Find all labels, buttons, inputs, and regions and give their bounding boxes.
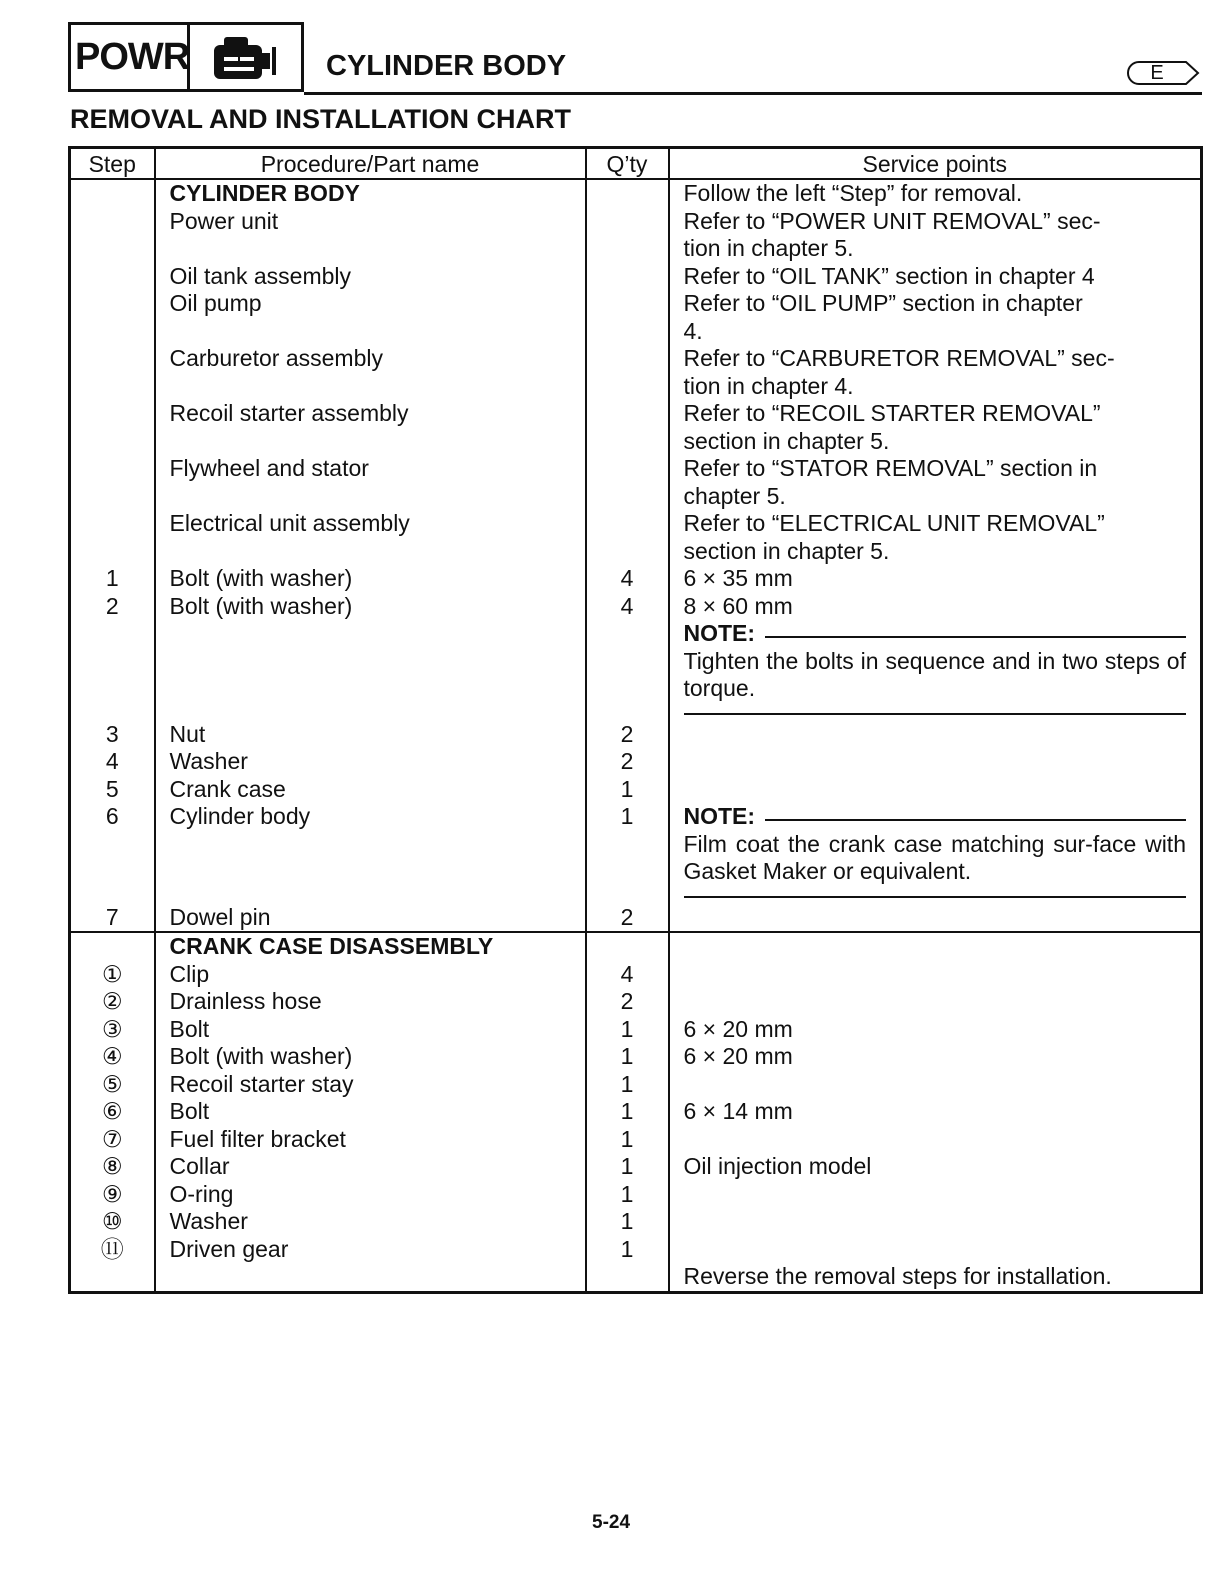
step-number: 5 — [70, 776, 155, 804]
service-cell — [669, 1208, 1202, 1236]
part-name — [155, 620, 586, 721]
step-number: 6 — [70, 803, 155, 904]
step-number: 2 — [70, 593, 155, 621]
table-row — [70, 345, 1202, 400]
step-number: ⑩ — [70, 1208, 155, 1236]
step-cell — [70, 1263, 155, 1292]
qty-value: 1 — [586, 776, 669, 804]
service-cell: Refer to “OIL TANK” section in chapter 4 — [669, 263, 1202, 291]
table-row — [70, 803, 1202, 904]
section-title: CYLINDER BODY — [326, 50, 567, 82]
service-cell — [669, 1071, 1202, 1099]
table-row — [70, 565, 1202, 593]
language-badge — [1126, 60, 1200, 86]
note-text: Film coat the crank case matching sur-face with Gasket Maker or equivalent. — [683, 830, 1186, 884]
qty-value: 2 — [586, 988, 669, 1016]
qty-value: 1 — [586, 803, 669, 904]
service-cell — [669, 1181, 1202, 1209]
part-name: Clip — [155, 961, 586, 989]
crank-case-group — [70, 932, 1202, 1292]
step-cell — [70, 510, 155, 565]
group-title-row — [70, 932, 1202, 961]
qty-value: 2 — [586, 904, 669, 933]
part-name: Carburetor assembly — [155, 345, 586, 400]
table-row — [70, 1098, 1202, 1126]
service-cell — [669, 961, 1202, 989]
note-end-rule — [684, 896, 1187, 898]
service-cell: Refer to “OIL PUMP” section in chapter 4. — [669, 290, 1202, 345]
table-row — [70, 400, 1202, 455]
service-cell: 6 × 20 mm — [669, 1016, 1202, 1044]
step-number: 7 — [70, 904, 155, 933]
step-cell — [70, 455, 155, 510]
qty-cell — [586, 510, 669, 565]
step-number: ⑧ — [70, 1153, 155, 1181]
step-number: ④ — [70, 1043, 155, 1071]
step-cell — [70, 400, 155, 455]
note-heading — [684, 620, 1187, 648]
table-row — [70, 1071, 1202, 1099]
part-name: Crank case — [155, 776, 586, 804]
table-row — [70, 904, 1202, 933]
service-cell — [669, 988, 1202, 1016]
note-cell — [669, 620, 1202, 721]
part-name: Flywheel and stator — [155, 455, 586, 510]
page-number: 5-24 — [592, 1512, 631, 1533]
part-name: Dowel pin — [155, 904, 586, 933]
service-cell: 6 × 35 mm — [669, 565, 1202, 593]
qty-value: 1 — [586, 1043, 669, 1071]
step-number: ⑥ — [70, 1098, 155, 1126]
table-row — [70, 961, 1202, 989]
section-icon-box — [190, 22, 304, 92]
col-qty-header: Q’ty — [586, 148, 669, 180]
table-row — [70, 748, 1202, 776]
table-row — [70, 208, 1202, 263]
service-cell — [669, 721, 1202, 749]
qty-cell — [586, 263, 669, 291]
table-row — [70, 988, 1202, 1016]
note-rule — [765, 636, 1186, 638]
step-cell — [70, 620, 155, 721]
qty-value: 1 — [586, 1126, 669, 1154]
col-step-header: Step — [70, 148, 155, 180]
qty-cell — [586, 932, 669, 961]
step-number: ② — [70, 988, 155, 1016]
service-cell — [669, 1236, 1202, 1264]
qty-value: 4 — [586, 593, 669, 621]
table-row — [70, 1153, 1202, 1181]
qty-cell — [586, 345, 669, 400]
part-name: Oil pump — [155, 290, 586, 345]
page-header — [68, 22, 1202, 98]
part-name: O-ring — [155, 1181, 586, 1209]
table-row — [70, 455, 1202, 510]
part-name: Bolt (with washer) — [155, 1043, 586, 1071]
chart-title: REMOVAL AND INSTALLATION CHART — [70, 104, 571, 134]
step-number: ⑪ — [70, 1236, 155, 1264]
qty-value: 1 — [586, 1208, 669, 1236]
table-row — [70, 263, 1202, 291]
part-name: Recoil starter assembly — [155, 400, 586, 455]
table-row — [70, 1043, 1202, 1071]
col-procedure-header: Procedure/Part name — [155, 148, 586, 180]
part-name: Collar — [155, 1153, 586, 1181]
table-row — [70, 1126, 1202, 1154]
group-title-row — [70, 179, 1202, 208]
qty-value: 4 — [586, 961, 669, 989]
service-cell: Refer to “CARBURETOR REMOVAL” sec- tion in chapter 4. — [669, 345, 1202, 400]
part-name: Nut — [155, 721, 586, 749]
service-cell — [669, 748, 1202, 776]
section-code-box: POWR — [68, 22, 190, 92]
service-cell: 6 × 14 mm — [669, 1098, 1202, 1126]
group-title: CYLINDER BODY — [155, 179, 586, 208]
step-cell — [70, 932, 155, 961]
part-name: Bolt — [155, 1098, 586, 1126]
step-cell — [70, 290, 155, 345]
step-number: ⑤ — [70, 1071, 155, 1099]
footer-note-row — [70, 1263, 1202, 1292]
part-name: Washer — [155, 748, 586, 776]
part-name: Bolt (with washer) — [155, 593, 586, 621]
qty-cell — [586, 455, 669, 510]
language-badge-label: E — [1150, 62, 1164, 84]
qty-value: 4 — [586, 565, 669, 593]
table-row — [70, 1016, 1202, 1044]
part-name: Bolt (with washer) — [155, 565, 586, 593]
service-cell — [669, 932, 1202, 961]
service-cell: Refer to “STATOR REMOVAL” section in chapter 5. — [669, 455, 1202, 510]
service-cell: 8 × 60 mm — [669, 593, 1202, 621]
part-name: Fuel filter bracket — [155, 1126, 586, 1154]
step-cell — [70, 179, 155, 208]
qty-cell — [586, 179, 669, 208]
header-rule — [304, 92, 1202, 95]
service-cell: 6 × 20 mm — [669, 1043, 1202, 1071]
note-block — [684, 620, 1187, 715]
note-end-rule — [684, 713, 1187, 715]
step-number: ⑨ — [70, 1181, 155, 1209]
qty-value: 1 — [586, 1016, 669, 1044]
qty-cell — [586, 400, 669, 455]
note-label: NOTE: — [683, 620, 756, 646]
qty-value: 1 — [586, 1098, 669, 1126]
service-cell: Oil injection model — [669, 1153, 1202, 1181]
step-number: 1 — [70, 565, 155, 593]
part-name: Oil tank assembly — [155, 263, 586, 291]
note-cell — [669, 803, 1202, 904]
qty-value: 1 — [586, 1181, 669, 1209]
note-label: NOTE: — [683, 803, 756, 829]
qty-value: 2 — [586, 721, 669, 749]
qty-cell — [586, 1263, 669, 1292]
part-name: Drainless hose — [155, 988, 586, 1016]
step-number: 3 — [70, 721, 155, 749]
part-name: Power unit — [155, 208, 586, 263]
step-number: ③ — [70, 1016, 155, 1044]
cylinder-body-group — [70, 179, 1202, 932]
note-text: Tighten the bolts in sequence and in two steps of torque. — [683, 647, 1186, 701]
qty-cell — [586, 208, 669, 263]
service-cell: Refer to “POWER UNIT REMOVAL” sec- tion in chapter 5. — [669, 208, 1202, 263]
qty-value: 2 — [586, 748, 669, 776]
service-cell: Follow the left “Step” for removal. — [669, 179, 1202, 208]
step-cell — [70, 208, 155, 263]
step-cell — [70, 263, 155, 291]
qty-value: 1 — [586, 1071, 669, 1099]
table-row — [70, 721, 1202, 749]
part-name: Electrical unit assembly — [155, 510, 586, 565]
group-title: CRANK CASE DISASSEMBLY — [155, 932, 586, 961]
part-name — [155, 1263, 586, 1292]
service-cell — [669, 776, 1202, 804]
step-cell — [70, 345, 155, 400]
table-row — [70, 1208, 1202, 1236]
part-name: Driven gear — [155, 1236, 586, 1264]
table-row — [70, 290, 1202, 345]
qty-cell — [586, 620, 669, 721]
part-name: Washer — [155, 1208, 586, 1236]
power-unit-icon — [210, 35, 282, 85]
note-rule — [765, 819, 1186, 821]
table-row — [70, 776, 1202, 804]
col-service-header: Service points — [669, 148, 1202, 180]
service-cell — [669, 904, 1202, 933]
note-row — [70, 620, 1202, 721]
table-row — [70, 510, 1202, 565]
table-row — [70, 1236, 1202, 1264]
qty-value: 1 — [586, 1236, 669, 1264]
step-number: 4 — [70, 748, 155, 776]
qty-cell — [586, 290, 669, 345]
qty-value: 1 — [586, 1153, 669, 1181]
step-number: ① — [70, 961, 155, 989]
part-name: Cylinder body — [155, 803, 586, 904]
service-cell: Refer to “RECOIL STARTER REMOVAL” section in chapter 5. — [669, 400, 1202, 455]
part-name: Recoil starter stay — [155, 1071, 586, 1099]
service-cell — [669, 1126, 1202, 1154]
table-header-row — [70, 148, 1202, 180]
note-block — [684, 803, 1187, 898]
footer-note: Reverse the removal steps for installation. — [669, 1263, 1202, 1292]
service-cell: Refer to “ELECTRICAL UNIT REMOVAL” section in chapter 5. — [669, 510, 1202, 565]
note-heading — [684, 803, 1187, 831]
part-name: Bolt — [155, 1016, 586, 1044]
removal-installation-table — [68, 146, 1203, 1294]
table-row — [70, 593, 1202, 621]
table-row — [70, 1181, 1202, 1209]
step-number: ⑦ — [70, 1126, 155, 1154]
